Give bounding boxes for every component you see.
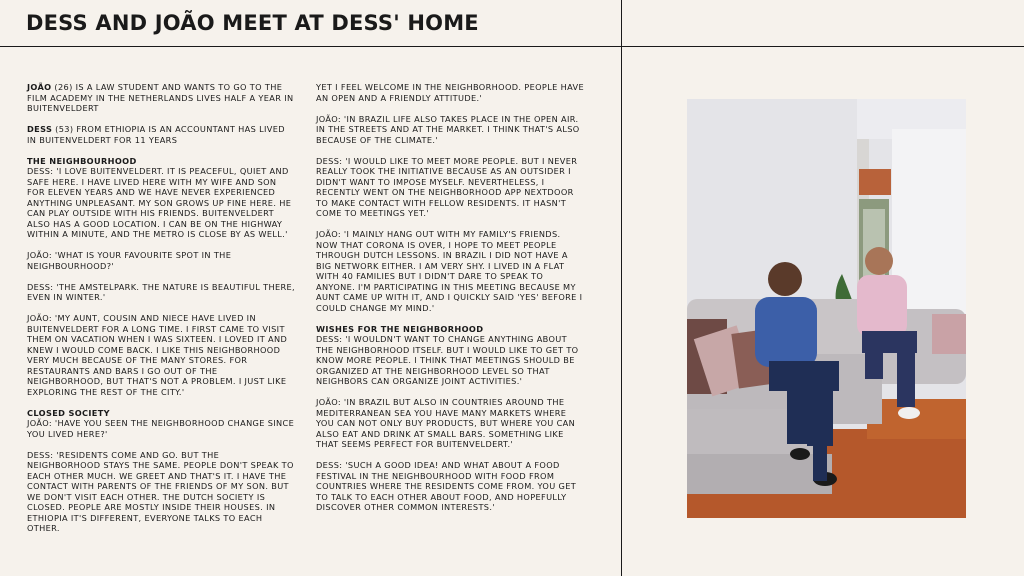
photo-illustration — [687, 99, 966, 518]
section-wishes — [316, 324, 584, 387]
dess-bio: (53) FROM ETHIOPIA IS AN ACCOUNTANT HAS LIVED IN BUITENVELDERT FOR 11 YEARS — [27, 124, 285, 145]
section-neighbourhood — [27, 156, 295, 240]
paragraph: JOÃO: 'MY AUNT, COUSIN AND NIECE HAVE LIVED IN BUITENVELDERT FOR A LONG TIME. I FIRST CAME TO VISIT THEM ON VACATION WHEN I WAS SIXTEEN. I LOVED IT AND KNEW I WOULD COME BACK. I LIKE THIS NEIGHBORHOOD VERY MUCH BECAUSE OF THE MANY STORES. FOR RESTAURANTS AND BARS I GO OUT OF THE NEIGHBORHOOD, BUT THAT'S NOT A PROBLEM. I JUST LIKE EXPLORING THE REST OF THE CITY.' — [27, 313, 288, 397]
portrait-photo — [687, 99, 966, 518]
dess-name: DESS — [27, 124, 53, 134]
paragraph: DESS: 'I LOVE BUITENVELDERT. IT IS PEACEFUL, QUIET AND SAFE HERE. I HAVE LIVED HERE WITH MY WIFE AND SON FOR ELEVEN YEARS AND WE HAVE NEVER EXPERIENCED ANYTHING UNPLEASANT. MY SON GROWS UP FINE HERE. HE CAN PLAY OUTSIDE WITH HIS FRIENDS. BUITENVELDERT ALSO HAS A GOOD LOCATION. I CAN BE ON THE HIGHWAY WITHIN A MINUTE, AND THE METRO IS CLOSE BY AS WELL.' — [27, 166, 292, 239]
paragraph: JOÃO: 'HAVE YOU SEEN THE NEIGHBORHOOD CHANGE SINCE YOU LIVED HERE?' — [27, 418, 295, 439]
paragraph: DESS: 'THE AMSTELPARK. THE NATURE IS BEAUTIFUL THERE, EVEN IN WINTER.' — [27, 281, 295, 302]
header-divider — [0, 46, 1024, 47]
joao-bio: (26) IS A LAW STUDENT AND WANTS TO GO TO THE FILM ACADEMY IN THE NETHERLANDS LIVES HALF A YEAR IN BUITENVELDERT — [27, 82, 294, 113]
paragraph: DESS: 'SUCH A GOOD IDEA! AND WHAT ABOUT A FOOD FESTIVAL IN THE NEIGHBOURHOOD WITH FOOD FROM COUNTRIES WHERE THE RESIDENTS COME FROM. YOU GET TO TALK TO EACH OTHER ABOUT FOOD, AND HOPEFULLY DISCOVER OTHER COMMON INTERESTS.' — [316, 460, 577, 512]
intro-joao — [27, 82, 295, 114]
paragraph: DESS: 'RESIDENTS COME AND GO. BUT THE NEIGHBORHOOD STAYS THE SAME. PEOPLE DON'T SPEAK TO EACH OTHER MUCH. WE GREET AND THAT'S IT. I HAVE THE CONTACT WITH PARENTS OF THE FRIENDS OF MY SON. BUT WE DON'T VISIT EACH OTHER. THE DUTCH SOCIETY IS CLOSED. PEOPLE ARE MOSTLY INSIDE THEIR HOUSES. IN ETHIOPIA IT'S DIFFERENT, EVERYONE TALKS TO EACH OTHER. — [27, 449, 294, 533]
intro-dess — [27, 124, 295, 145]
text-column-right — [316, 82, 584, 523]
vertical-divider — [621, 0, 622, 576]
section-heading-closed-society: CLOSED SOCIETY — [27, 407, 110, 418]
joao-name: JOÃO — [27, 82, 52, 92]
paragraph: JOÃO: 'IN BRAZIL LIFE ALSO TAKES PLACE IN THE OPEN AIR. IN THE STREETS AND AT THE MARKET. I THINK THAT'S ALSO BECAUSE OF THE CLIMATE.' — [316, 113, 580, 145]
paragraph: DESS: 'I WOULD LIKE TO MEET MORE PEOPLE. BUT I NEVER REALLY TOOK THE INITIATIVE BECAUSE AS AN OUTSIDER I DIDN'T WANT TO IMPOSE MYSELF. NEVERTHELESS, I RECENTLY WENT ON THE NEIGHBORHOOD APP NEXTDOOR TO MAKE CONTACT WITH FELLOW RESIDENTS. IT HASN'T COME TO MEETINGS YET.' — [316, 155, 578, 218]
text-column-left — [27, 82, 295, 544]
paragraph: DESS: 'I WOULDN'T WANT TO CHANGE ANYTHING ABOUT THE NEIGHBORHOOD ITSELF. BUT I WOULD LIKE TO GET TO KNOW MORE PEOPLE. I THINK THAT MEETINGS SHOULD BE ORGANIZED AT THE NEIGHBORHOOD LEVEL SO THAT NEIGHBORS CAN ORGANIZE JOINT ACTIVITIES.' — [316, 334, 579, 386]
paragraph: JOÃO: 'IN BRAZIL BUT ALSO IN COUNTRIES AROUND THE MEDITERRANEAN SEA YOU HAVE MANY MARKETS WHERE YOU CAN NOT ONLY BUY PRODUCTS, BUT WHERE YOU CAN ALSO EAT AND DRINK AT SMALL BARS. SOMETHING LIKE THAT SEEMS PERFECT FOR BUITENVELDERT.' — [316, 397, 576, 449]
paragraph: JOÃO: 'I MAINLY HANG OUT WITH MY FAMILY'S FRIENDS. NOW THAT CORONA IS OVER, I HOPE TO MEET PEOPLE THROUGH DUTCH LESSONS. IN BRAZIL I DID NOT HAVE A BIG NETWORK EITHER. I AM VERY SHY. I LIVED IN A FLAT WITH 40 FAMILIES BUT I DIDN'T DARE TO SPEAK TO ANYONE. I'M PARTICIPATING IN THIS MEETING BECAUSE MY AUNT CAME UP WITH IT, AND I QUICKLY SAID 'YES' BEFORE I COULD CHANGE MY MIND.' — [316, 229, 583, 313]
paragraph: YET I FEEL WELCOME IN THE NEIGHBORHOOD. PEOPLE HAVE AN OPEN AND A FRIENDLY ATTITUDE.' — [316, 82, 584, 103]
section-heading-neighbourhood: THE NEIGHBOURHOOD — [27, 155, 137, 166]
paragraph: JOÃO: 'WHAT IS YOUR FAVOURITE SPOT IN THE NEIGHBOURHOOD?' — [27, 250, 232, 271]
page-title: DESS AND JOÃO MEET AT DESS' HOME — [26, 11, 479, 35]
section-heading-wishes: WISHES FOR THE NEIGHBORHOOD — [316, 323, 484, 334]
section-closed-society — [27, 408, 295, 440]
